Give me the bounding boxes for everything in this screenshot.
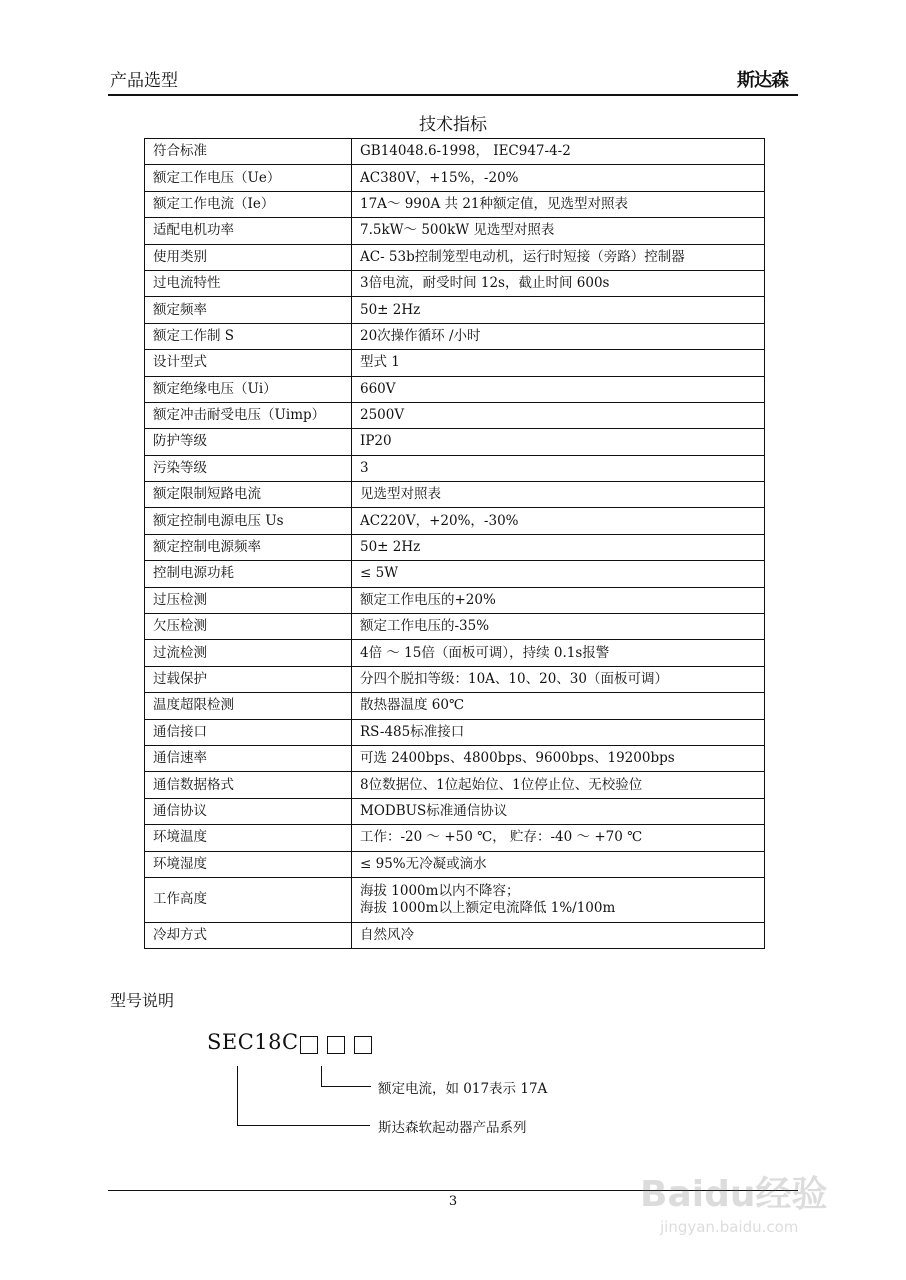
spec-value: 3倍电流，耐受时间 12s，截止时间 600s — [352, 270, 765, 296]
spec-key: 欠压检测 — [145, 614, 352, 640]
spec-key: 额定控制电源电压 Us — [145, 508, 352, 534]
spec-row — [145, 534, 765, 560]
spec-key: 通信速率 — [145, 745, 352, 771]
spec-row — [145, 323, 765, 349]
spec-key: 环境湿度 — [145, 851, 352, 877]
connector-line — [321, 1066, 322, 1087]
spec-row — [145, 482, 765, 508]
spec-value: 散热器温度 60℃ — [352, 693, 765, 719]
spec-value: RS-485标准接口 — [352, 719, 765, 745]
spec-key: 额定频率 — [145, 297, 352, 323]
spec-row — [145, 402, 765, 428]
spec-key: 符合标准 — [145, 139, 352, 165]
spec-key: 额定工作电流（Ie） — [145, 191, 352, 217]
spec-table — [144, 138, 765, 949]
spec-value: 型式 1 — [352, 350, 765, 376]
header-section-label: 产品选型 — [110, 71, 178, 91]
spec-value: 分四个脱扣等级：10A、10、20、30（面板可调） — [352, 666, 765, 692]
model-desc-current: 额定电流，如 017表示 17A — [378, 1081, 548, 1097]
spec-value: 7.5kW～ 500kW 见选型对照表 — [352, 218, 765, 244]
spec-key: 额定工作制 S — [145, 323, 352, 349]
spec-row — [145, 666, 765, 692]
spec-value: 4倍 ～ 15倍（面板可调），持续 0.1s报警 — [352, 640, 765, 666]
spec-key: 控制电源功耗 — [145, 561, 352, 587]
spec-row — [145, 455, 765, 481]
connector-line — [321, 1086, 371, 1087]
spec-row — [145, 614, 765, 640]
watermark-url: jingyan.baidu.com — [660, 1218, 799, 1236]
spec-value — [352, 877, 765, 922]
spec-row — [145, 218, 765, 244]
spec-value: 2500V — [352, 402, 765, 428]
spec-key: 防护等级 — [145, 429, 352, 455]
spec-value: 见选型对照表 — [352, 482, 765, 508]
spec-value: 50± 2Hz — [352, 534, 765, 560]
spec-value: 8位数据位、1位起始位、1位停止位、无校验位 — [352, 772, 765, 798]
spec-row — [145, 693, 765, 719]
spec-value: 20次操作循环 /小时 — [352, 323, 765, 349]
spec-key: 通信数据格式 — [145, 772, 352, 798]
spec-value: 660V — [352, 376, 765, 402]
spec-key: 使用类别 — [145, 244, 352, 270]
spec-key: 额定控制电源频率 — [145, 534, 352, 560]
spec-value: AC380V，+15%，-20% — [352, 165, 765, 191]
spec-row — [145, 508, 765, 534]
spec-value: ≤ 95%无冷凝或滴水 — [352, 851, 765, 877]
spec-row — [145, 587, 765, 613]
header-divider — [108, 94, 798, 96]
spec-row — [145, 376, 765, 402]
spec-row — [145, 165, 765, 191]
watermark — [640, 1142, 870, 1252]
spec-row — [145, 640, 765, 666]
spec-value: AC220V，+20%，-30% — [352, 508, 765, 534]
page-number: 3 — [448, 1194, 458, 1209]
spec-key: 工作高度 — [145, 877, 352, 922]
page-title: 技术指标 — [419, 115, 487, 135]
spec-value: 3 — [352, 455, 765, 481]
spec-row — [145, 244, 765, 270]
spec-key: 污染等级 — [145, 455, 352, 481]
spec-row — [145, 922, 765, 948]
spec-key: 适配电机功率 — [145, 218, 352, 244]
spec-key: 环境温度 — [145, 825, 352, 851]
spec-value: 50± 2Hz — [352, 297, 765, 323]
spec-key: 冷却方式 — [145, 922, 352, 948]
model-placeholder-box — [327, 1036, 345, 1054]
spec-row — [145, 350, 765, 376]
spec-row — [145, 798, 765, 824]
spec-row — [145, 139, 765, 165]
connector-line — [237, 1066, 238, 1126]
model-code: SEC18C — [207, 1030, 299, 1054]
spec-key: 额定绝缘电压（Ui） — [145, 376, 352, 402]
spec-key: 额定工作电压（Ue） — [145, 165, 352, 191]
spec-row — [145, 270, 765, 296]
spec-value-line: 海拔 1000m以上额定电流降低 1%/100m — [360, 899, 616, 916]
spec-key: 温度超限检测 — [145, 693, 352, 719]
spec-value: 自然风冷 — [352, 922, 765, 948]
spec-value: 工作：-20 ～ +50 ℃， 贮存：-40 ～ +70 ℃ — [352, 825, 765, 851]
spec-row — [145, 851, 765, 877]
spec-key: 过载保护 — [145, 666, 352, 692]
spec-key: 过电流特性 — [145, 270, 352, 296]
spec-value: 额定工作电压的+20% — [352, 587, 765, 613]
spec-row — [145, 191, 765, 217]
spec-row — [145, 877, 765, 922]
spec-value: MODBUS标准通信协议 — [352, 798, 765, 824]
connector-line — [237, 1125, 370, 1126]
spec-value: 额定工作电压的-35% — [352, 614, 765, 640]
spec-value: 可选 2400bps、4800bps、9600bps、19200bps — [352, 745, 765, 771]
model-desc-series: 斯达森软起动器产品系列 — [378, 1120, 527, 1136]
spec-key: 过流检测 — [145, 640, 352, 666]
spec-row — [145, 561, 765, 587]
brand-logo: 斯达森 — [737, 70, 788, 91]
spec-row — [145, 772, 765, 798]
spec-key: 过压检测 — [145, 587, 352, 613]
spec-value: ≤ 5W — [352, 561, 765, 587]
spec-value: AC- 53b控制笼型电动机，运行时短接（旁路）控制器 — [352, 244, 765, 270]
spec-row — [145, 297, 765, 323]
spec-row — [145, 719, 765, 745]
spec-row — [145, 429, 765, 455]
spec-key: 设计型式 — [145, 350, 352, 376]
spec-value: GB14048.6-1998， IEC947-4-2 — [352, 139, 765, 165]
model-heading: 型号说明 — [110, 991, 175, 1010]
spec-value: IP20 — [352, 429, 765, 455]
spec-key: 额定冲击耐受电压（Uimp） — [145, 402, 352, 428]
model-placeholder-box — [354, 1036, 372, 1054]
spec-row — [145, 825, 765, 851]
spec-key: 通信协议 — [145, 798, 352, 824]
spec-row — [145, 745, 765, 771]
model-placeholder-box — [300, 1036, 318, 1054]
spec-value: 17A～ 990A 共 21种额定值，见选型对照表 — [352, 191, 765, 217]
spec-key: 通信接口 — [145, 719, 352, 745]
spec-key: 额定限制短路电流 — [145, 482, 352, 508]
spec-value-line: 海拔 1000m以内不降容； — [360, 882, 520, 899]
watermark-logo: Baidu经验 — [640, 1174, 828, 1215]
